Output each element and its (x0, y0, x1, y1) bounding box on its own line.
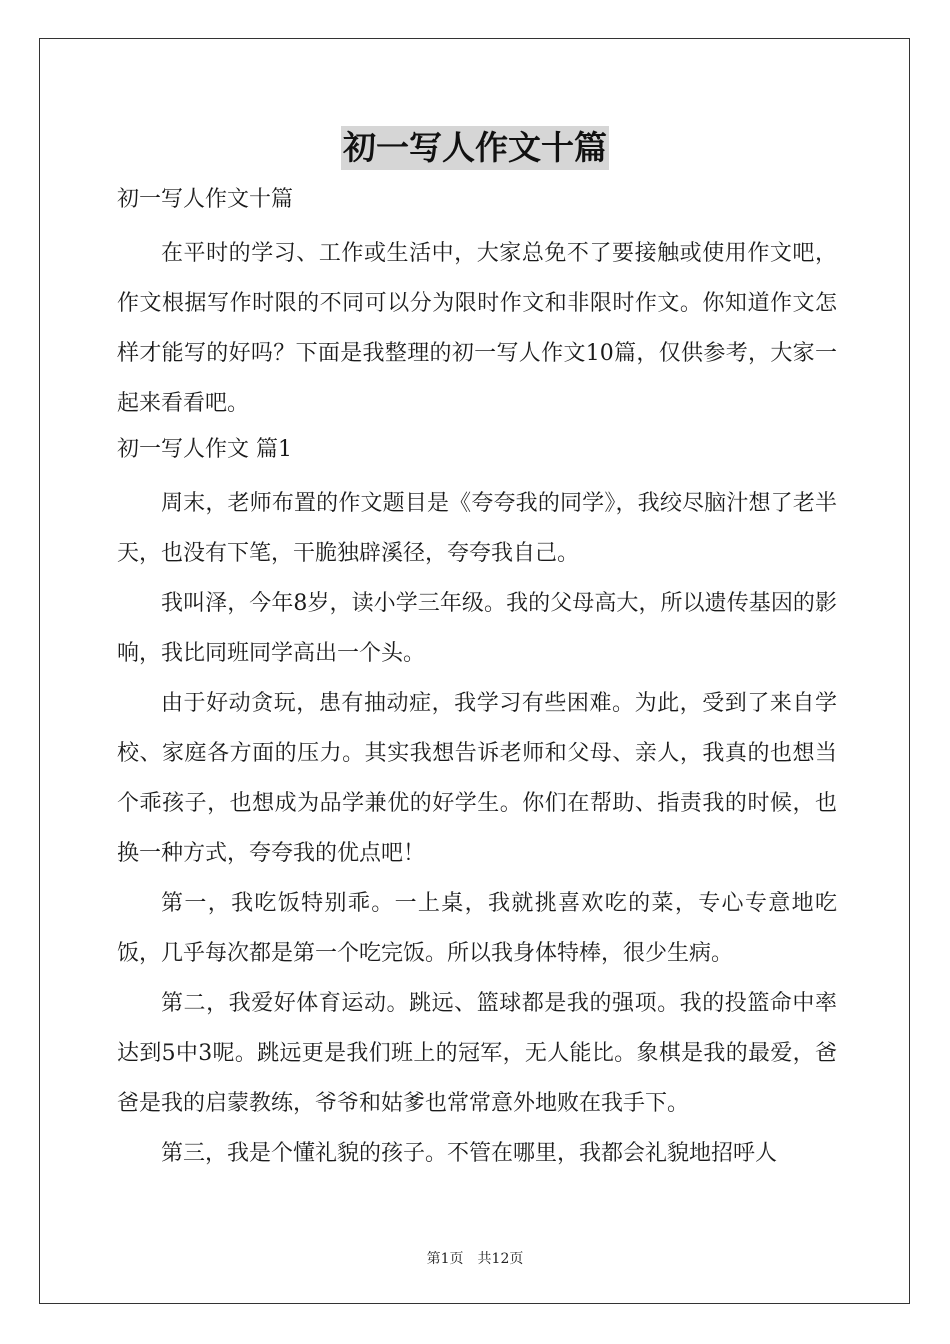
document-title: 初一写人作文十篇 (341, 126, 609, 170)
document-subtitle: 初一写人作文十篇 (117, 187, 294, 212)
page-number-current: 第1页 (426, 1251, 464, 1267)
body-paragraph-4: 第一，我吃饭特别乖。一上桌，我就挑喜欢吃的菜，专心专意地吃饭，几乎每次都是第一个吃完饭。所以我身体特棒，很少生病。 (117, 891, 837, 966)
page-number-total: 共12页 (477, 1251, 524, 1267)
section-heading: 初一写人作文 篇1 (117, 437, 292, 462)
intro-paragraph: 在平时的学习、工作或生活中，大家总免不了要接触或使用作文吧，作文根据写作时限的不同可以分为限时作文和非限时作文。你知道作文怎样才能写的好吗？下面是我整理的初一写人作文10篇，仅供参考，大家一起来看看吧。 (117, 241, 837, 416)
body-paragraph-3: 由于好动贪玩，患有抽动症，我学习有些困难。为此，受到了来自学校、家庭各方面的压力。其实我想告诉老师和父母、亲人，我真的也想当个乖孩子，也想成为品学兼优的好学生。你们在帮助、指责我的时候，也换一种方式，夸夸我的优点吧！ (117, 691, 837, 866)
document-body (117, 179, 837, 1179)
body-paragraph-2: 我叫泽，今年8岁，读小学三年级。我的父母高大，所以遗传基因的影响，我比同班同学高出一个头。 (117, 591, 837, 666)
body-paragraph-5: 第二，我爱好体育运动。跳远、篮球都是我的强项。我的投篮命中率达到5中3呢。跳远更是我们班上的冠军，无人能比。象棋是我的最爱，爸爸是我的启蒙教练，爷爷和姑爹也常常意外地败在我手下。 (117, 991, 837, 1116)
title-container (0, 126, 950, 170)
body-paragraph-6: 第三，我是个懂礼貌的孩子。不管在哪里，我都会礼貌地招呼人 (161, 1141, 778, 1166)
body-paragraph-1: 周末，老师布置的作文题目是《夸夸我的同学》，我绞尽脑汁想了老半天，也没有下笔，干脆独辟溪径，夸夸我自己。 (117, 491, 837, 566)
page-footer (0, 1248, 950, 1268)
